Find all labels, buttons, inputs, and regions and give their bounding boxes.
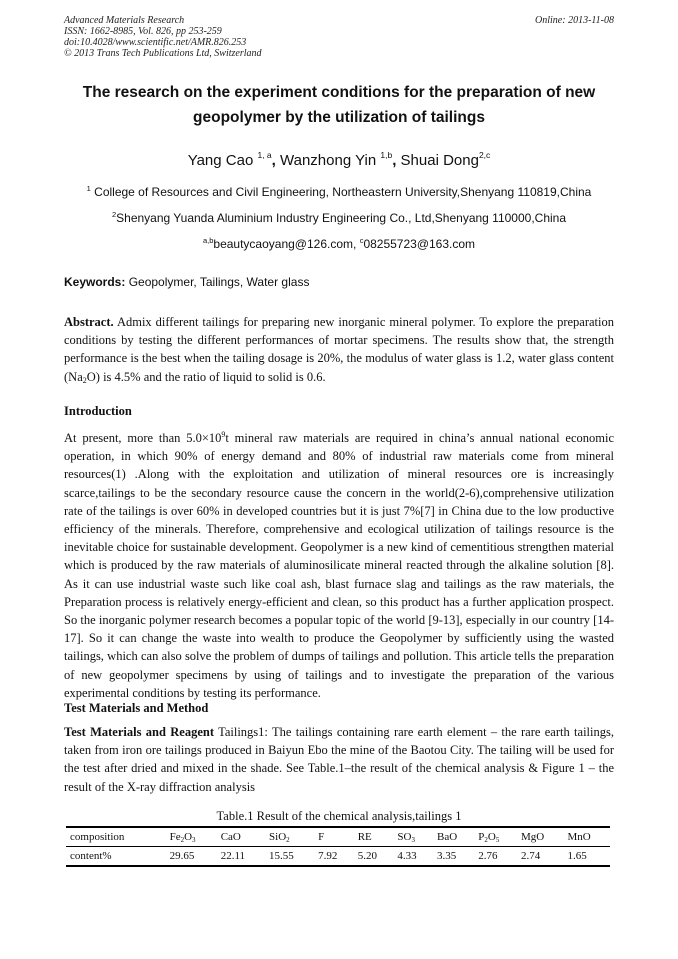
journal-copyright: © 2013 Trans Tech Publications Ltd, Switzerland xyxy=(64,48,262,59)
keywords xyxy=(64,275,309,289)
table-header-cell: RE xyxy=(354,827,394,847)
email-sup-1: a,b xyxy=(202,236,214,245)
author-separator-1: , xyxy=(271,152,276,169)
methods-heading: Test Materials and Method xyxy=(64,701,209,715)
paper-title xyxy=(40,80,638,130)
table-cell: 2.76 xyxy=(474,847,517,867)
table-header-cell: MnO xyxy=(563,827,610,847)
title-line-1: The research on the experiment conditions for the preparation of new xyxy=(82,84,596,101)
affiliation-1-sup: 1 xyxy=(86,184,91,193)
abstract-text-2: O) is 4.5% and the ratio of liquid to solid is 0.6. xyxy=(86,369,326,384)
methods-label: Test Materials and Reagent xyxy=(64,725,214,739)
table-cell: 3.35 xyxy=(433,847,474,867)
journal-issn: ISSN: 1662-8985, Vol. 826, pp 253-259 xyxy=(64,26,222,37)
table-header-cell: CaO xyxy=(217,827,265,847)
table-cell: 7.92 xyxy=(314,847,354,867)
table-row-composition xyxy=(66,827,610,847)
table-row-label: composition xyxy=(66,827,166,847)
abstract-label: Abstract. xyxy=(64,315,114,329)
table-header-cell: BaO xyxy=(433,827,474,847)
email-1: beautycaoyang@126.com, xyxy=(213,237,357,251)
abstract xyxy=(64,313,614,390)
table-cell: 2.74 xyxy=(517,847,563,867)
chemical-analysis-table xyxy=(66,826,610,867)
affiliation-2-sup: 2 xyxy=(111,210,117,219)
abstract-sub: 2 xyxy=(82,375,87,385)
table-header-cell: F xyxy=(314,827,354,847)
author-sup-3: 2,c xyxy=(478,150,491,160)
table-cell: 4.33 xyxy=(393,847,433,867)
affiliation-2-text: Shenyang Yuanda Aluminium Industry Engineering Co., Ltd,Shenyang 110000,China xyxy=(116,211,567,225)
table-cell: 29.65 xyxy=(166,847,217,867)
table-cell: 1.65 xyxy=(563,847,610,867)
email-2: 08255723@163.com xyxy=(363,237,476,251)
table-caption: Table.1 Result of the chemical analysis,tailings 1 xyxy=(216,809,462,823)
author-sup-2: 1,b xyxy=(380,150,393,160)
table-row-content xyxy=(66,847,610,867)
keywords-text: Geopolymer, Tailings, Water glass xyxy=(128,275,310,289)
intro-text-2: t mineral raw materials are required in china’s annual national economic operation, in which 90% of energy demand and 80% of industrial raw materials come from mineral resources(1) .Along with the exploitation and utilization of mineral resources ore is increasingly scarce,tailings to be the secondary resource cause the concern in the world(2-6),comprehensive utilization rate of the tailings is over 60% in developed countries but it is just 7%[7] in China due to the low productive efficiency of the minerals. Therefore, comprehensive and ecological utilization of tailings resource is the inevitable choice for sustainable development. Geopolymer is a new kind of cementitious strengthen material which is produced by the raw materials of aluminosilicate mineral reacted through the alkaline solution [8]. As it can use industrial waste such like coal ash, blast furnace slag and tailings as the raw materials, the Preparation process is relatively energy-efficient and clean, so this product has a further application prospect. So the inorganic polymer research becomes a popular topic of the world [9-13], especially in our country [14-17]. So it can change the waste into wealth to produce the Geopolymer by sufficiently using the wasted tailings, which can also solve the problem of dumps of tailings and pollution. This article tells the preparation of new geopolymer specimens by using of tailings and to investigate the preparation of the various experimental conditions by testing its performance. xyxy=(64,431,614,700)
author-sup-1: 1, a xyxy=(257,150,272,160)
abstract-text-1: Admix different tailings for preparing new inorganic mineral polymer. To explore the preparation conditions by testing the different performances of mortar specimens. The results show that, the strength performance is the best when the tailing dosage is 20%, the modulus of water glass is 1.2, water glass content (Na xyxy=(64,315,614,384)
email-line xyxy=(0,236,678,251)
intro-text-1: At present, more than 5.0×10 xyxy=(64,431,222,445)
affiliation-1 xyxy=(0,184,678,199)
author-name-3: Shuai Dong xyxy=(400,152,479,169)
author-name-1: Yang Cao xyxy=(187,152,254,169)
affiliation-2 xyxy=(0,210,678,225)
table-header-cell: MgO xyxy=(517,827,563,847)
author-list xyxy=(0,150,678,169)
table-header-cell: $Fe_2O_3$ xyxy=(166,827,217,847)
methods-text: Tailings1: The tailings containing rare earth element – the rare earth tailings, taken from iron ore tailings produced in Baiyun Ebo the mine of the Baotou City. The tailing will be used for the test after dried and mixed in the shade. See Table.1–the result of the chemical analysis & Figure 1 – the result of the X-ray diffraction analysis xyxy=(64,725,614,794)
email-sup-2: c xyxy=(359,236,364,245)
title-line-2: geopolymer by the utilization of tailings xyxy=(193,109,485,126)
journal-name: Advanced Materials Research xyxy=(64,15,185,26)
table-header-cell: SiO$_2$ xyxy=(265,827,314,847)
author-separator-2: , xyxy=(392,152,397,169)
affiliation-1-text: College of Resources and Civil Engineering, Northeastern University,Shenyang 110819,China xyxy=(94,185,592,199)
online-date: Online: 2013-11-08 xyxy=(535,15,614,26)
methods-body xyxy=(64,723,614,796)
journal-doi: doi:10.4028/www.scientific.net/AMR.826.253 xyxy=(64,37,247,48)
table-header-cell: $P_2O_5$ xyxy=(474,827,517,847)
introduction-body xyxy=(64,426,614,702)
author-name-2: Wanzhong Yin xyxy=(280,152,377,169)
keywords-label: Keywords: xyxy=(64,275,126,289)
intro-sup: 9 xyxy=(221,430,226,439)
table-cell: 15.55 xyxy=(265,847,314,867)
introduction-heading: Introduction xyxy=(64,404,132,418)
table-cell: 5.20 xyxy=(354,847,394,867)
journal-header xyxy=(64,15,614,59)
table-header-cell: $SO_3$ xyxy=(393,827,433,847)
table-cell: 22.11 xyxy=(217,847,265,867)
table-row-label: content% xyxy=(66,847,166,867)
